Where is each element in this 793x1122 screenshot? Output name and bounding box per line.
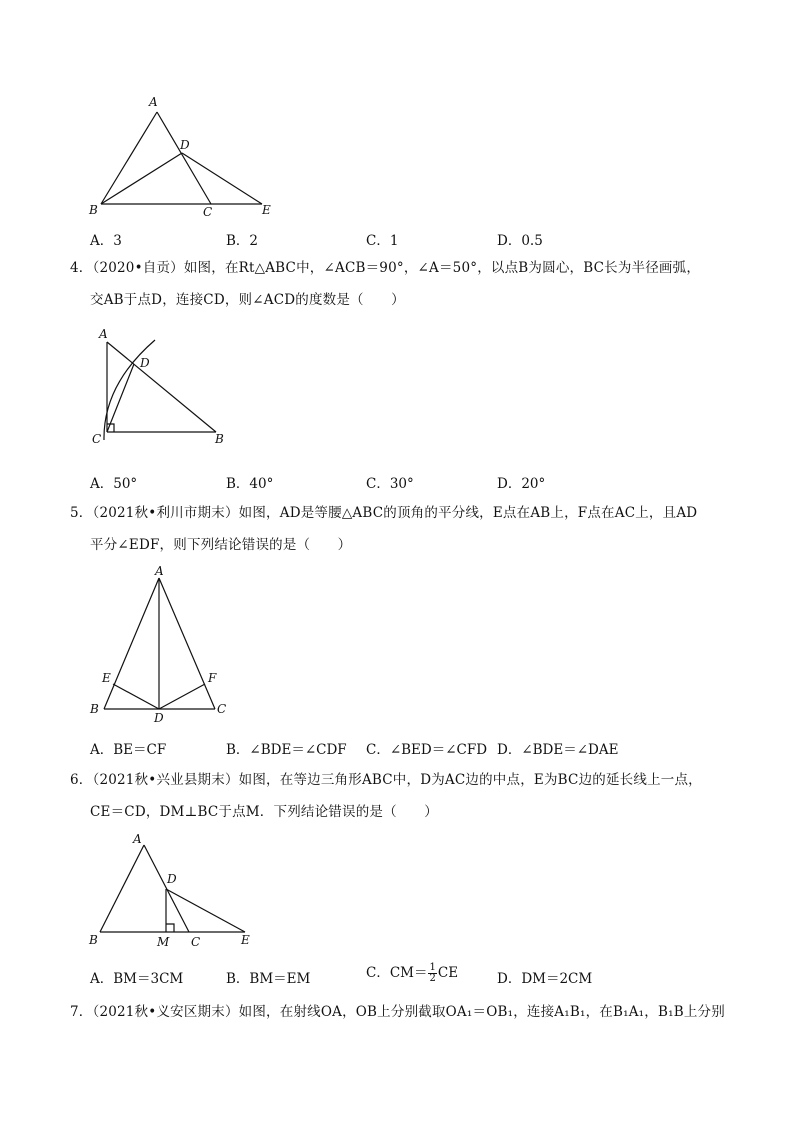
q5-option-c[interactable]: C．∠BED＝∠CFD [366,742,488,758]
q3-option-c[interactable]: C．1 [366,233,399,249]
q6-option-c-fraction [428,963,436,984]
q4-stem-line2: 交AB于点D，连接CD，则∠ACD的度数是（ ） [90,292,405,308]
q5-option-b[interactable]: B．∠BDE＝∠CDF [226,742,347,758]
q5-option-d[interactable]: D．∠BDE＝∠DAE [497,742,619,758]
q5-stem-line2: 平分∠EDF，则下列结论错误的是（ ） [90,537,352,553]
q6-option-c[interactable] [366,961,458,984]
q3-option-d[interactable]: D．0.5 [497,233,543,249]
q5-label-E: E [102,671,111,685]
q6-option-c-numerator: 1 [429,962,436,973]
q6-option-b[interactable]: B．BM＝EM [226,971,311,987]
q6-option-c-tail: CE [437,965,459,981]
q5-stem-line1: 5．（2021秋•利川市期末）如图，AD是等腰△ABC的顶角的平分线，E点在AB上，F点在AC上，且AD [70,505,698,521]
q5-label-D: D [154,711,164,725]
q4-stem-line1: 4．（2020•自贡）如图，在Rt△ABC中，∠ACB＝90°，∠A＝50°，以点B为圆心，BC长为半径画弧， [70,260,701,276]
q4-label-C: C [92,432,102,446]
q6-segment-AB [100,845,144,932]
q3-label-D: D [180,138,190,152]
q4-option-b[interactable]: B．40° [226,476,274,492]
q5-label-C: C [217,702,227,716]
q6-label-C: C [191,935,201,949]
q3-option-b[interactable]: B．2 [226,233,259,249]
q5-option-a[interactable]: A．BE＝CF [90,742,167,758]
q4-label-A: A [99,327,108,341]
q6-option-c-prefix: C．CM＝ [366,965,428,981]
q3-label-C: C [203,205,213,219]
q6-option-d[interactable]: D．DM＝2CM [497,971,593,987]
q6-right-angle-mark [166,924,174,932]
q6-label-D: D [167,872,177,886]
q6-stem-line1: 6．（2021秋•兴业县期末）如图，在等边三角形ABC中，D为AC边的中点，E为BC边的延长线上一点， [70,772,702,788]
q6-label-A: A [133,832,142,846]
q3-option-a[interactable]: A．3 [90,233,122,249]
q6-option-c-denominator: 2 [429,973,436,984]
q5-label-A: A [155,564,164,578]
q5-label-F: F [208,671,217,685]
q4-option-c[interactable]: C．30° [366,476,414,492]
q6-label-B: B [89,933,98,947]
q3-label-E: E [262,203,271,217]
q5-label-B: B [90,702,99,716]
q3-label-A: A [149,95,158,109]
q4-label-D: D [140,356,150,370]
q4-option-d[interactable]: D．20° [497,476,546,492]
q6-label-M: M [157,935,170,949]
q4-option-a[interactable]: A．50° [90,476,138,492]
q7-stem-line1: 7．（2021秋•义安区期末）如图，在射线OA，OB上分别截取OA₁＝OB₁，连接A₁B₁，在B₁A₁，B₁B上分别 [70,1004,725,1020]
q6-option-a[interactable]: A．BM＝3CM [90,971,184,987]
q4-label-B: B [215,432,224,446]
q6-stem-line2: CE＝CD，DM⊥BC于点M．下列结论错误的是（ ） [90,804,438,820]
q3-label-B: B [89,203,98,217]
q6-label-E: E [241,933,250,947]
